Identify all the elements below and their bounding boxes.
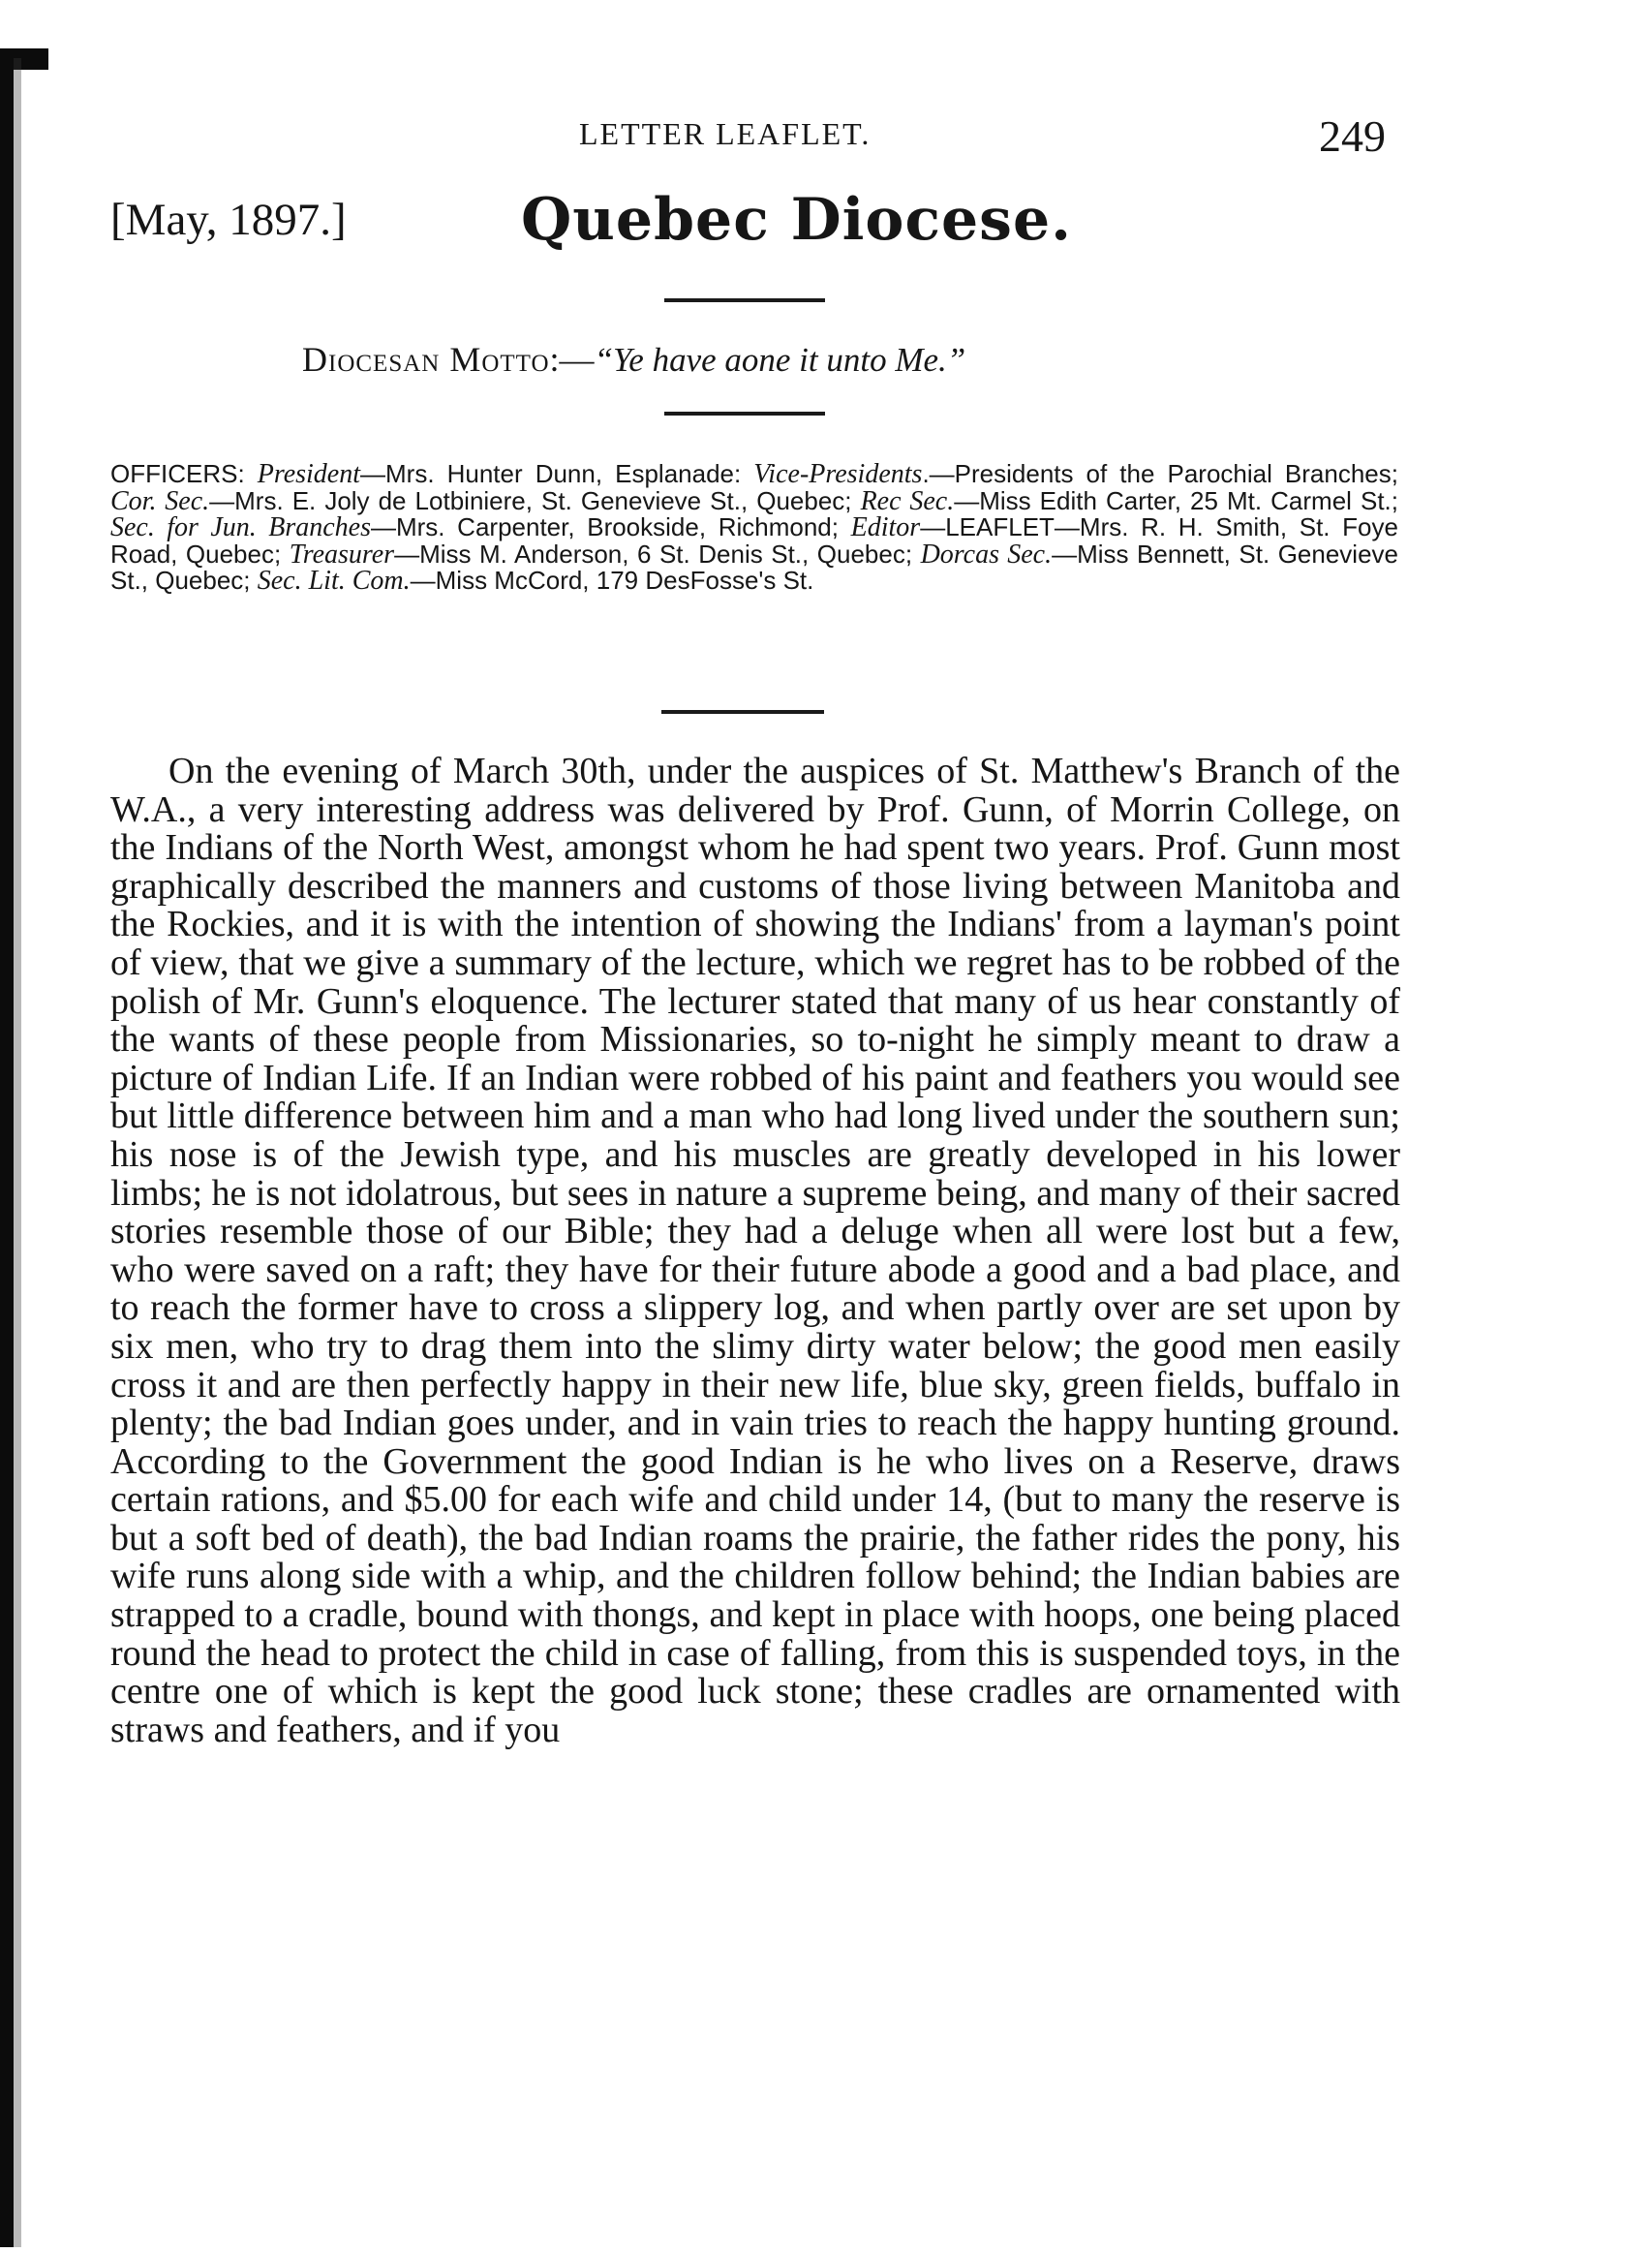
officer-name: —LEAFLET—Mrs. R. H. Smith, St. Foye Road, Quebec; [110,512,1398,569]
officer-name: —Mrs. Hunter Dunn, Esplanade: [360,459,754,488]
officer-name: —Mrs. E. Joly de Lotbiniere, St. Genevieve St., Quebec; [209,485,861,515]
officer-title: Sec. for Jun. Branches [110,512,371,542]
officer-title: Rec Sec. [860,485,955,516]
officer-name: —Miss Edith Carter, 25 Mt. Carmel St.; [954,485,1398,515]
article-body [110,753,1400,1749]
divider-rule [664,412,825,416]
page-binding-edge [0,48,14,2247]
officer-name: —Miss M. Anderson, 6 St. Denis St., Quebec; [394,539,921,569]
officers-list [110,461,1398,595]
page-number: 249 [1319,111,1386,161]
officer-title: Dorcas Sec. [920,539,1053,570]
page-binding-shadow [14,58,21,2247]
running-head: LETTER LEAFLET. [579,116,872,151]
motto-separator: :— [549,340,595,379]
officer-title: Sec. Lit. Com. [257,566,411,596]
officer-title: Editor [850,512,921,542]
diocesan-motto [302,339,965,380]
motto-text: “Ye have aone it unto Me.” [594,341,966,379]
officer-name: —Mrs. Carpenter, Brookside, Richmond; [370,512,851,541]
officer-title: Cor. Sec. [110,485,210,516]
officers-entries [110,459,1398,595]
article-paragraph: On the evening of March 30th, under the auspices of St. Matthew's Branch of the W.A., a very interesting address was delivered by Prof. Gunn, of Morrin College, on the Indians of the North West, amongst whom he had spent two years. Prof. Gunn most graphically described the manners and customs of those living between Manitoba and the Rockies, and it is with the intention of showing the Indians' from a layman's point of view, that we give a summary of the lecture, which we regret has to be robbed of the polish of Mr. Gunn's eloquence. The lecturer stated that many of us hear constantly of the wants of these people from Missionaries, so to-night he simply meant to draw a picture of Indian Life. If an Indian were robbed of his paint and feathers you would see but little difference between him and a man who had long lived under the southern sun; his nose is of the Jewish type, and his muscles are greatly developed in his lower limbs; he is not idolatrous, but sees in nature a supreme being, and many of their sacred stories resemble those of our Bible; they had a deluge when all were lost but a few, who were saved on a raft; they have for their future abode a good and a bad place, and to reach the former have to cross a slippery log, and when partly over are set upon by six men, who try to drag them into the slimy dirty water below; the good men easily cross it and are then perfectly happy in their new life, blue sky, green fields, buffalo in plenty; the bad Indian goes under, and in vain tries to reach the happy hunting ground. According to the Government the good Indian is he who lives on a Reserve, draws certain rations, and $5.00 for each wife and child under 14, (but to many the reserve is but a soft bed of death), the bad Indian roams the prairie, the father rides the pony, his wife runs along side with a whip, and the children follow behind; the Indian babies are strapped to a cradle, bound with thongs, and kept in place with hoops, one being placed round the head to protect the child in case of falling, from this is suspended toys, in the centre one of which is kept the good luck stone; these cradles are ornamented with straws and feathers, and if you [110,751,1400,1750]
officer-title: Treasurer [289,539,395,570]
officers-lead: OFFICERS: [110,459,258,488]
motto-label: Diocesan Motto [302,340,550,379]
officer-title: Vice-Presidents [753,459,923,489]
divider-rule [664,298,825,302]
officer-title: President [257,459,361,489]
officer-name: —Miss McCord, 179 DesFosse's St. [410,566,814,595]
page-title: Quebec Diocese. [521,186,1073,254]
divider-rule [661,710,824,714]
officer-name: —Miss Bennett, St. Genevieve St., Quebec; [110,539,1399,595]
officer-name: .—Presidents of the Parochial Branches; [922,459,1398,488]
issue-date: [May, 1897.] [110,195,347,245]
